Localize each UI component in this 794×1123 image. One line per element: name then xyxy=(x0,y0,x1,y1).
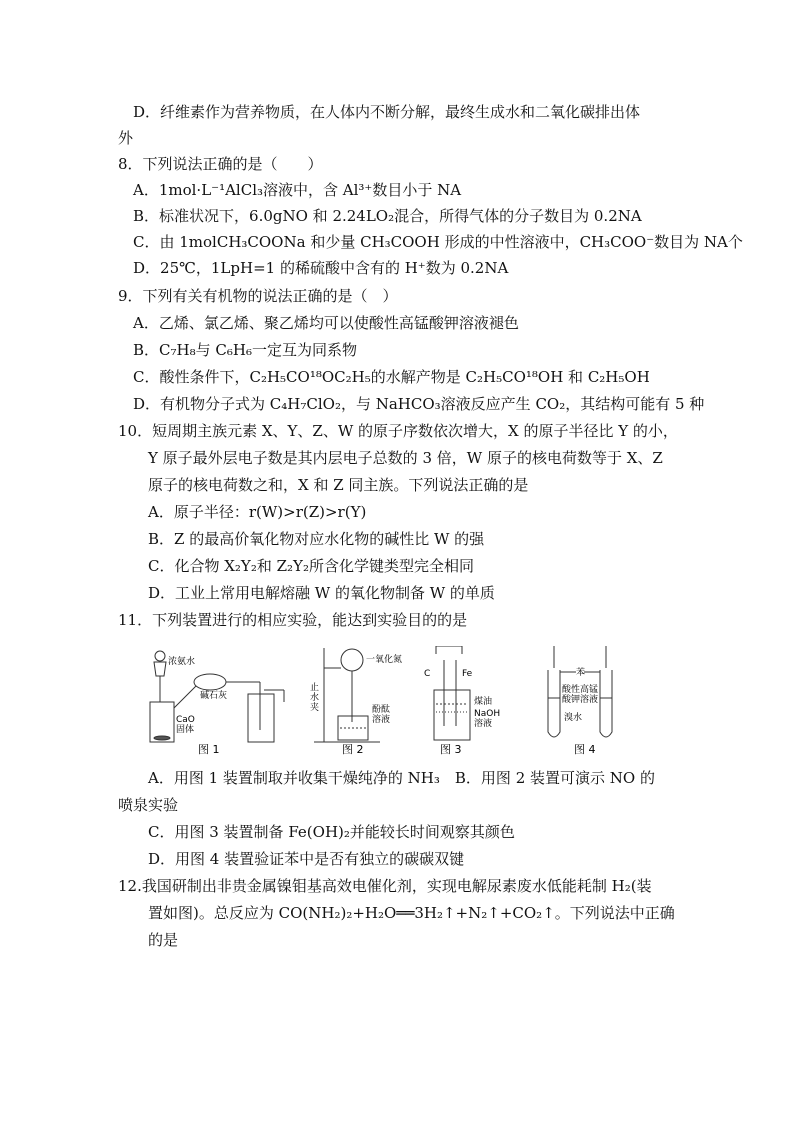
question-12: 12.我国研制出非贵金属镍钼基高效电催化剂，实现电解尿素废水低能耗制 H₂(装 xyxy=(118,877,652,895)
fig2-label-no: 一氧化氮 xyxy=(366,655,403,665)
fig2-label-clip-3: 夹 xyxy=(310,703,320,713)
fig1-label-solid: 固体 xyxy=(176,725,195,735)
q8-option-c: C．由 1molCH₃COONa 和少量 CH₃COOH 形成的中性溶液中，CH₃COO⁻数目为 NA个 xyxy=(133,233,743,251)
q8-option-a: A．1mol·L⁻¹AlCl₃溶液中，含 Al³⁺数目小于 NA xyxy=(133,181,462,199)
fig1-caption: 图 1 xyxy=(198,743,220,756)
fig4-label-bromine-water: 溴水 xyxy=(564,713,583,723)
fig1-label-soda-lime: 碱石灰 xyxy=(200,691,228,701)
fig1-label-cao: CaO xyxy=(176,715,195,725)
question-10-line2: Y 原子最外层电子数是其内层电子总数的 3 倍，W 原子的核电荷数等于 X、Z xyxy=(148,449,663,467)
fig2-label-phenolphthalein: 酚酞 xyxy=(372,705,391,715)
question-12-line3: 的是 xyxy=(148,931,179,949)
fig3-label-kerosene: 煤油 xyxy=(474,697,493,707)
fig2-caption: 图 2 xyxy=(342,743,364,756)
q11-option-a-b: A．用图 1 装置制取并收集干燥纯净的 NH₃ B．用图 2 装置可演示 NO 的 xyxy=(148,769,655,787)
q9-option-c: C．酸性条件下，C₂H₅CO¹⁸OC₂H₅的水解产物是 C₂H₅CO¹⁸OH 和 C₂H₅OH xyxy=(133,368,650,386)
question-10: 10．短周期主族元素 X、Y、Z、W 的原子序数依次增大，X 的原子半径比 Y 的小， xyxy=(118,422,678,440)
fig3-label-fe: Fe xyxy=(462,669,473,679)
question-10-line3: 原子的核电荷数之和，X 和 Z 同主族。下列说法正确的是 xyxy=(148,476,529,494)
fig4-caption: 图 4 xyxy=(574,743,596,756)
fig4-label-kmno4-1: 酸性高锰 xyxy=(562,685,599,695)
q10-option-d: D．工业上常用电解熔融 W 的氧化物制备 W 的单质 xyxy=(148,584,495,602)
q11-option-c: C．用图 3 装置制备 Fe(OH)₂并能较长时间观察其颜色 xyxy=(148,823,515,841)
q9-option-a: A．乙烯、氯乙烯、聚乙烯均可以使酸性高锰酸钾溶液褪色 xyxy=(133,314,519,332)
q11-option-d: D．用图 4 装置验证苯中是否有独立的碳碳双键 xyxy=(148,850,465,868)
q7-option-d: D．纤维素作为营养物质，在人体内不断分解，最终生成水和二氧化碳排出体 xyxy=(133,103,641,121)
fig4-label-kmno4-2: 酸钾溶液 xyxy=(562,695,599,705)
question-12-line2: 置如图)。总反应为 CO(NH₂)₂+H₂O══3H₂↑+N₂↑+CO₂↑。下列说法中正确 xyxy=(148,904,675,922)
fig3-caption: 图 3 xyxy=(440,743,462,756)
fig4-label-benzene: 苯 xyxy=(576,668,586,678)
q8-option-b: B．标准状况下，6.0gNO 和 2.24LO₂混合，所得气体的分子数目为 0.2NA xyxy=(133,207,642,225)
apparatus-figures xyxy=(140,646,620,758)
q7-option-d-cont: 外 xyxy=(118,129,134,147)
q10-option-c: C．化合物 X₂Y₂和 Z₂Y₂所含化学键类型完全相同 xyxy=(148,557,474,575)
fig2-label-clip-1: 止 xyxy=(310,683,320,693)
fig2-label-solution: 溶液 xyxy=(372,715,391,725)
figure-3 xyxy=(434,646,470,740)
q11-option-b-cont: 喷泉实验 xyxy=(118,796,179,814)
q9-option-b: B．C₇H₈与 C₆H₆一定互为同系物 xyxy=(133,341,357,359)
fig3-label-solution: 溶液 xyxy=(474,719,493,729)
fig3-label-naoh: NaOH xyxy=(474,709,501,719)
q10-option-a: A．原子半径：r(W)>r(Z)>r(Y) xyxy=(148,503,367,521)
question-11: 11．下列装置进行的相应实验，能达到实验目的的是 xyxy=(118,611,468,629)
q8-option-d: D．25℃，1LpH=1 的稀硫酸中含有的 H⁺数为 0.2NA xyxy=(133,259,509,277)
fig2-label-clip-2: 水 xyxy=(310,693,320,703)
q9-option-d: D．有机物分子式为 C₄H₇ClO₂，与 NaHCO₃溶液反应产生 CO₂，其结构可能有 5 种 xyxy=(133,395,705,413)
q10-option-b: B．Z 的最高价氧化物对应水化物的碱性比 W 的强 xyxy=(148,530,485,548)
question-9: 9．下列有关有机物的说法正确的是（ ） xyxy=(118,287,398,305)
fig1-label-ammonia: 浓氨水 xyxy=(168,657,196,667)
fig3-label-c: C xyxy=(424,669,431,679)
question-8: 8．下列说法正确的是（ ） xyxy=(118,155,323,173)
